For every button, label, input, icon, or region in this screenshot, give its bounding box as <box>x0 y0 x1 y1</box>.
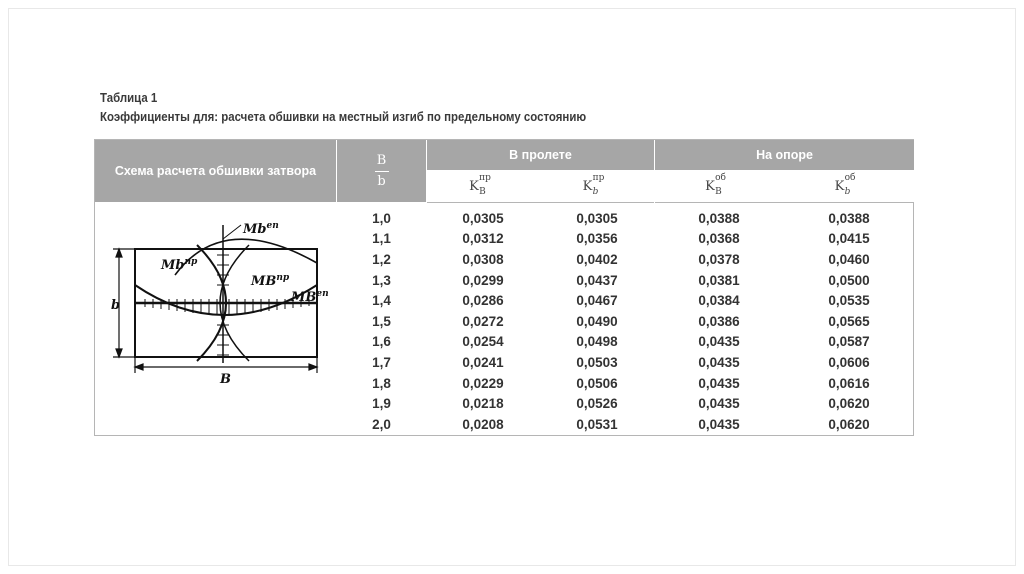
cell-coefficient: 0,0241 <box>462 354 504 370</box>
cell-coefficient: 0,0435 <box>698 334 740 350</box>
table-row <box>337 393 915 414</box>
cell-coefficient: 0,0500 <box>828 272 870 288</box>
cell-coefficient: 0,0435 <box>698 375 740 391</box>
cell-coefficient: 0,0437 <box>576 272 618 288</box>
cell-coefficient: 0,0467 <box>576 293 618 309</box>
cell-coefficient: 0,0384 <box>698 293 740 309</box>
cell-coefficient: 0,0435 <box>698 354 740 370</box>
header-on-support: На опоре <box>655 140 914 171</box>
cell-coefficient: 0,0229 <box>462 375 504 391</box>
header-in-span: В пролете <box>427 140 655 171</box>
cell-coefficient: 0,0531 <box>576 416 618 432</box>
cell-coefficient: 0,0299 <box>462 272 504 288</box>
table-row <box>337 270 915 291</box>
subheader-kb-support-b: K об b <box>785 171 914 203</box>
sheathing-scheme-diagram <box>105 215 330 387</box>
cell-ratio: 1,4 <box>372 293 391 309</box>
cell-coefficient: 0,0535 <box>828 293 870 309</box>
cell-coefficient: 0,0587 <box>828 334 870 350</box>
cell-coefficient: 0,0254 <box>462 334 504 350</box>
cell-coefficient: 0,0272 <box>462 313 504 329</box>
table-row <box>337 290 915 311</box>
cell-coefficient: 0,0506 <box>576 375 618 391</box>
table-row <box>337 352 915 373</box>
cell-coefficient: 0,0378 <box>698 251 740 267</box>
caption-subtitle: Коэффициенты для: расчета обшивки на местный изгиб по предельному состоянию <box>100 109 587 124</box>
cell-coefficient: 0,0498 <box>576 334 618 350</box>
ratio-denominator: b <box>377 173 386 189</box>
cell-ratio: 1,5 <box>372 313 391 329</box>
table-body <box>337 208 915 435</box>
cell-coefficient: 0,0286 <box>462 293 504 309</box>
label-moment-B-ep: $MB^{en}$ <box>291 289 329 305</box>
ratio-numerator: B <box>376 152 387 168</box>
table-row <box>337 249 915 270</box>
label-moment-b-pr: $Mb^{np}$ <box>161 257 198 273</box>
cell-coefficient: 0,0388 <box>698 210 740 226</box>
cell-coefficient: 0,0620 <box>828 396 870 412</box>
cell-coefficient: 0,0356 <box>576 231 618 247</box>
header-scheme: Схема расчета обшивки затвора <box>95 140 337 202</box>
cell-coefficient: 0,0386 <box>698 313 740 329</box>
table-row <box>337 208 915 229</box>
cell-ratio: 1,0 <box>372 210 391 226</box>
cell-ratio: 1,8 <box>372 375 391 391</box>
cell-ratio: 1,1 <box>372 231 391 247</box>
cell-coefficient: 0,0435 <box>698 396 740 412</box>
cell-coefficient: 0,0460 <box>828 251 870 267</box>
table-row <box>337 332 915 353</box>
cell-coefficient: 0,0616 <box>828 375 870 391</box>
cell-coefficient: 0,0208 <box>462 416 504 432</box>
cell-coefficient: 0,0381 <box>698 272 740 288</box>
cell-coefficient: 0,0308 <box>462 251 504 267</box>
cell-ratio: 1,2 <box>372 251 391 267</box>
cell-ratio: 1,6 <box>372 334 391 350</box>
cell-ratio: 2,0 <box>372 416 391 432</box>
cell-coefficient: 0,0606 <box>828 354 870 370</box>
table-row <box>337 414 915 435</box>
cell-coefficient: 0,0435 <box>698 416 740 432</box>
cell-ratio: 1,9 <box>372 396 391 412</box>
cell-coefficient: 0,0312 <box>462 231 504 247</box>
cell-coefficient: 0,0305 <box>462 210 504 226</box>
cell-coefficient: 0,0503 <box>576 354 618 370</box>
caption-title: Таблица 1 <box>100 90 158 105</box>
cell-coefficient: 0,0620 <box>828 416 870 432</box>
cell-coefficient: 0,0490 <box>576 313 618 329</box>
subheader-kb-span-B: K пр B <box>427 171 542 203</box>
table-caption <box>100 88 586 126</box>
label-moment-b-ep: $Mb^{en}$ <box>243 221 279 237</box>
header-ratio <box>337 140 427 202</box>
cell-coefficient: 0,0415 <box>828 231 870 247</box>
table-row <box>337 311 915 332</box>
cell-coefficient: 0,0565 <box>828 313 870 329</box>
ratio-fraction-line <box>375 171 389 172</box>
table-row <box>337 373 915 394</box>
table-row <box>337 229 915 250</box>
subheader-kb-support-B: K об B <box>655 171 785 203</box>
cell-ratio: 1,3 <box>372 272 391 288</box>
cell-coefficient: 0,0305 <box>576 210 618 226</box>
cell-coefficient: 0,0388 <box>828 210 870 226</box>
cell-coefficient: 0,0368 <box>698 231 740 247</box>
cell-coefficient: 0,0218 <box>462 396 504 412</box>
cell-ratio: 1,7 <box>372 354 391 370</box>
coefficients-table <box>94 139 914 436</box>
cell-coefficient: 0,0402 <box>576 251 618 267</box>
cell-coefficient: 0,0526 <box>576 396 618 412</box>
dimension-b-label: b <box>111 298 121 313</box>
dimension-B-label: B <box>220 372 231 387</box>
subheader-kb-span-b: K пр b <box>541 171 654 203</box>
label-moment-B-pr: $MB^{np}$ <box>251 273 290 289</box>
